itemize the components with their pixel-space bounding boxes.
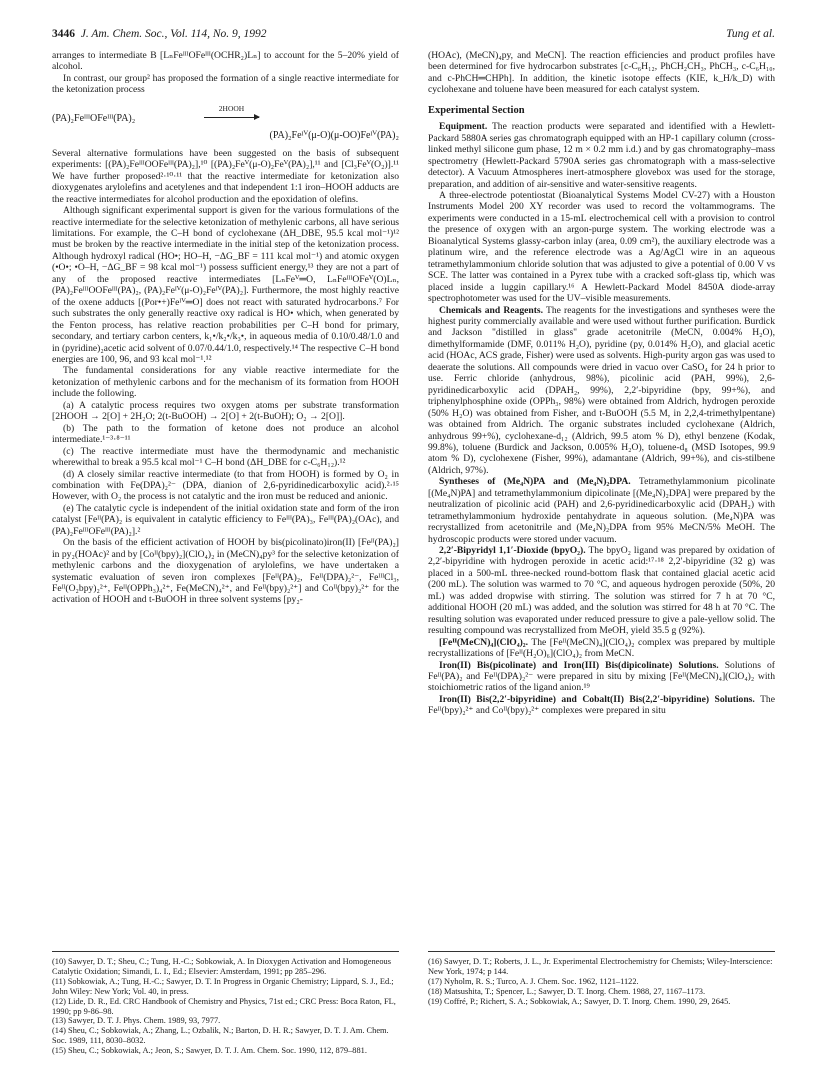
paragraph-text: The Feᴵᴵ(bpy)₂²⁺ and Coᴵᴵ(bpy)₂²⁺ complexes were prepared in situ bbox=[428, 693, 775, 717]
footnotes-left bbox=[52, 957, 399, 1056]
right-column bbox=[428, 50, 775, 717]
run-in-heading: Equipment. bbox=[439, 121, 488, 133]
paragraph bbox=[428, 476, 775, 545]
paragraph bbox=[428, 694, 775, 717]
footnote: (18) Matsushita, T.; Spencer, L.; Sawyer, D. T. Inorg. Chem. 1988, 27, 1167–1173. bbox=[428, 986, 706, 996]
paragraph: (d) A closely similar reactive intermediate (to that from HOOH) is formed by O₂ in combination with Fe(DPA)₂²⁻ (DPA, dianion of 2,6-pyridinedicarboxylic acid).²·¹⁵ However, with O₂ the process is not catalytic and the iron must be reduced and anionic. bbox=[52, 468, 399, 503]
footnote: (10) Sawyer, D. T.; Sheu, C.; Tung, H.-C.; Sobkowiak, A. In Dioxygen Activation and Homogeneous Catalytic Oxidation; Simandi, L. I., Ed.; Elsevier: Amsterdam, 1991; pp 285–296. bbox=[52, 957, 391, 976]
footnote: (14) Sheu, C.; Sobkowiak, A.; Zhang, L.; Ozbalik, N.; Barton, D. H. R.; Sawyer, D. T. J. Am. Chem. Soc. 1989, 111, 8030–8032. bbox=[52, 1026, 389, 1046]
paragraph: Although significant experimental support is given for the various formulations of the reactive intermediate for the selective ketonization of methylenic carbons, all have serious limitations. For example, the C–H bond of cyclohexane (ΔH_DBE, 95.5 kcal mol⁻¹)¹² must be broken by the reactive intermediate in the initial step of the ketonization process. Although hydroxyl radical (HO•; HO–H, −ΔG_BF = 111 kcal mol⁻¹) and atomic oxygen (•O•; •O–H, −ΔG_BF = 98 kcal mol⁻¹) possess sufficient energy,¹³ they are not a part of any of the proposed reactive intermediates [LₙFeⱽ═O, LₙFeᴵᴵᴵOFeⱽ(O)Lₙ, (PA)₂FeᴵᴵᴵOOFeᴵᴵᴵ(PA)₂, (PA)₂Feᴵⱽ(μ-O)₂Feᴵⱽ(PA)₂]. Furthermore, the most highly reactive of the oxene adducts [(Por•+)Feᴵⱽ═O] does not react with saturated hydrocarbons.⁷ For such substrates the only generally reactive oxy radical is HO• which, when generated by the Fenton process, has relative reaction probabilities per C–H bond for primary, secondary, and tertiary carbon centers, k₁•/k₂•/k₃•, in aqueous media of 0.10/0.48/1.0 and in (pyridine)₂acetic acid solvent of 0.07/0.44/1.0, respectively.¹⁴ The respective C–H bond energies are 100, 96, and 93 kcal mol⁻¹.¹² bbox=[52, 205, 399, 365]
journal-name: J. Am. Chem. Soc., bbox=[80, 28, 168, 40]
run-in-heading: Syntheses of (Me₄N)PA and (Me₄N)₂DPA. bbox=[439, 476, 631, 488]
paragraph-text: Solutions of Feᴵᴵ(PA)₂ and Feᴵᴵ(DPA)₂²⁻ were prepared in situ by mixing [Feᴵᴵ(MeCN)₄](ClO₄)₂ with stoichiometric ratios of the ligand anion.¹⁹ bbox=[428, 659, 776, 694]
run-in-heading: Chemicals and Reagents. bbox=[439, 304, 544, 316]
paragraph: (b) The path to the formation of ketone does not produce an alcohol intermediate.¹⁻³·⁸⁻¹¹ bbox=[52, 422, 399, 446]
paragraph-text: The bpyO₂ ligand was prepared by oxidation of 2,2′-bipyridine with hydrogen peroxide in acetic acid:¹⁷·¹⁸ 2,2′-bipyridine (32 g) was placed in a 500-mL three-necked round-bottom flask that contained glacial acetic acid (200 mL). The solution was warmed to 70 °C, and aqueous hydrogen peroxide (50%, 20 mL) was added dropwise with stirring. The solution was stirred for 7 h at 70 °C, additional HOOH (20 mL) was added, and the solution was stirred for 48 h at 70 °C. The resulting solution was evaporated under reduced pressure to give a pale-yellow solid. The resulting compound was recrystallized from MeOH, yield 35.5 g (92%). bbox=[428, 545, 776, 637]
paragraph: (c) The reactive intermediate must have the thermodynamic and mechanistic wherewithal to break a 95.5 kcal mol⁻¹ C–H bond (ΔH_DBE for c-C₆H₁₂).¹² bbox=[52, 445, 399, 469]
reaction-equation bbox=[52, 102, 399, 142]
run-in-heading: Iron(II) Bis(picolinate) and Iron(III) Bis(dipicolinate) Solutions. bbox=[439, 659, 719, 671]
paragraph: In contrast, our group² has proposed the formation of a single reactive intermediate for the ketonization process bbox=[52, 72, 399, 96]
volume-issue: Vol. 114, No. 9, 1992 bbox=[170, 28, 267, 40]
paragraph: Several alternative formulations have been suggested on the basis of subsequent experiments: [(PA)₂FeᴵᴵᴵOOFeᴵᴵᴵ(PA)₂],¹⁰ [(PA)₂Feⱽ(μ-O)₂Feⱽ(PA)₂],¹¹ and [Cl₃Feⱽ(O₂)].¹¹ We have further proposed²·¹⁰·¹¹ that the reactive intermediate for ketonization also dioxygenates arylolefins and acetylenes and that independent 1:1 iron–HOOH adducts are the reactive intermediates for alcohol production and the epoxidation of olefins. bbox=[52, 147, 399, 205]
paragraph: (e) The catalytic cycle is independent of the initial oxidation state and form of the iron catalyst [Feᴵᴵ(PA)₂ is equivalent in catalytic efficiency to Feᴵᴵᴵ(PA)₃, Feᴵᴵᴵ(PA)₂(OAc), and (PA)₂FeᴵᴵᴵOFeᴵᴵᴵ(PA)₂].² bbox=[52, 502, 399, 537]
equation-reactant: (PA)₂FeᴵᴵᴵOFeᴵᴵᴵ(PA)₂ bbox=[52, 112, 136, 124]
paragraph bbox=[428, 545, 775, 637]
page-number: 3446 bbox=[52, 28, 75, 40]
arrow-line bbox=[204, 117, 259, 118]
footnote: (16) Sawyer, D. T.; Roberts, J. L., Jr. Experimental Electrochemistry for Chemists; Wiley-Interscience: New York, 1974; p 144. bbox=[428, 957, 773, 976]
footnote: (19) Coffré, P.; Richert, S. A.; Sobkowiak, A.; Sawyer, D. T. Inorg. Chem. 1990, 29, 2645. bbox=[428, 996, 731, 1006]
footnotes-right bbox=[428, 957, 775, 1007]
paragraph bbox=[428, 305, 775, 477]
paragraph: (HOAc), (MeCN)₄py, and MeCN]. The reaction efficiencies and product profiles have been determined for five hydrocarbon substrates [c-C₆H₁₂, PhCH₂CH₃, PhCH₃, c-C₆H₁₀, and c-PhCH═CHPh]. In addition, the kinetic isotope effects (KIE, k_H/k_D) with cyclohexane and toluene have been measured for each catalyst system. bbox=[428, 50, 775, 96]
paragraph: (a) A catalytic process requires two oxygen atoms per substrate transformation [2HOOH → 2[O] + 2H₂O; 2(t-BuOOH) → 2[O] + 2(t-BuOH); O₂ → 2[O]]. bbox=[52, 399, 399, 423]
left-column bbox=[52, 50, 399, 606]
footnote: (12) Lide, D. R., Ed. CRC Handbook of Chemistry and Physics, 71st ed.; CRC Press: Boca Raton, FL, 1990; pp 9-86–98. bbox=[52, 996, 396, 1016]
run-in-heading: Iron(II) Bis(2,2′-bipyridine) and Cobalt(II) Bis(2,2′-bipyridine) Solutions. bbox=[439, 693, 755, 705]
paragraph bbox=[428, 121, 775, 190]
header-left bbox=[52, 28, 267, 40]
paragraph: On the basis of the efficient activation of HOOH by bis(picolinato)iron(II) [Feᴵᴵ(PA)₂] in py₂(HOAc)² and by [Coᴵᴵ(bpy)₂](ClO₄)₂ in (MeCN)₄py³ for the selective ketonization of methylenic carbons and the dioxygenation of arylolefins, we have undertaken a systematic evaluation of seven iron complexes [Feᴵᴵ(PA)₂, Feᴵᴵ(DPA)₂²⁻, FeᴵᴵᴵCl₃, Feᴵᴵ(O₂bpy)₂²⁺, Feᴵᴵ(OPPh₃)₄²⁺, Fe(MeCN)₄²⁺, and Feᴵᴵ(bpy)₂²⁺] and Coᴵᴵ(bpy)₂²⁺ for the activation of HOOH and t-BuOOH in three solvent systems [py₂- bbox=[52, 537, 399, 606]
paragraph bbox=[428, 637, 775, 660]
paragraph-text: The reagents for the investigations and syntheses were the highest purity commercially available and were used without further purification. Burdick and Jackson "distilled in glass" grade acetonitrile (MeCN, 0.004% H₂O), dimethylformamide (DMF, 0.011% H₂O), pyridine (py, 0.014% H₂O), and glacial acetic acid (HOAc, ACS grade, Fisher) were used as solvents. High-purity argon gas was used to deaerate the solutions. All compounds were dried in vacuo over CaSO₄ for 24 h prior to use. Ferric chloride (anhydrous, 98%), picolinic acid (PAH, 99%), 2,6-pyridinedicarboxylic acid (DPAH₂, 99%), 2,2′-bipyridine (bpy, 99+%), and triphenylphosphine oxide (OPPh₃, 98%) were obtained from Aldrich, hydrogen peroxide (50% H₂O) was obtained from Fisher, and t-BuOOH (5.5 M, in 2,2,4-trimethylpentane) was obtained from Aldrich. The organic substrates included cyclohexane (Aldrich, anhydrous 99+%), cyclohexane-d₁₂ (Aldrich, 99.5 atom % D), ethyl benzene (Kodak, 99.8%), toluene (Burdick and Jackson, 0.005% H₂O), toluene-d₈ (MSD Isotopes, 99.9 atom % D), cyclohexene (Fisher, 99%), adamantane (Aldrich, 99+%), and cis-stilbene (Aldrich, 97%). bbox=[428, 304, 775, 476]
paragraph-text: The reaction products were separated and identified with a Hewlett-Packard 5880A series gas chromatograph equipped with an HP-1 capillary column (cross-linked methyl silicone gum phase, 12 m × 0.2 mm i.d.) and by gas chromatography–mass spectrometry (Hewlett-Packard 5790A series gas chromatograph with a mass-selective detector). A Vacuum Atmospheres inert-atmosphere glovebox was used for the storage, preparation, and addition of air-sensitive and water-sensitive reagents. bbox=[428, 121, 775, 190]
paragraph: arranges to intermediate B [LₙFeᴵᴵᴵOFeᴵᴵᴵ(OCHR₂)Lₙ] to account for the 5–20% yield of alcohol. bbox=[52, 50, 399, 73]
paragraph: A three-electrode potentiostat (Bioanalytical Systems Model CV-27) with a Houston Instruments Model 200 XY recorder was used to record the voltammograms. The experiments were conducted in a 15-mL electrochemical cell with a provision to control the presence of oxygen with an argon-purge system. The working electrode was a Bioanalytical Systems glassy-carbon inlay (area, 0.09 cm²), the auxiliary electrode was a platinum wire, and the reference electrode was a Ag/AgCl wire in an aqueous tetramethylammonium chloride solution that was adjusted to give a potential of 0.00 V vs SCE. The latter was contained in a Pyrex tube with a cracked soft-glass tip, which was placed inside a luggin capillary.¹⁶ A Hewlett-Packard Model 8450A diode-array spectrophotometer was used for the UV–visible measurements. bbox=[428, 189, 775, 305]
footnote: (15) Sheu, C.; Sobkowiak, A.; Jeon, S.; Sawyer, D. T. J. Am. Chem. Soc. 1990, 112, 879–881. bbox=[52, 1046, 367, 1056]
paragraph-text: Tetramethylammonium picolinate [(Me₄N)PA] and tetramethylammonium dipicolinate [(Me₄N)₂DPA] were prepared by the neutralization of picolinic acid (PAH) and 2,6-pyridinedicarboxylic acid (DPAH₂) with tetramethylammonium hydroxide pentahydrate in aqueous solution. (Me₄N)PA was recrystallized from acetonitrile and (Me₄N)₂DPA from 95% MeCN/5% MeOH. The hydroscopic products were stored under vacuum. bbox=[428, 476, 775, 545]
equation-product: (PA)₂Feᴵⱽ(μ-O)(μ-OO)Feᴵⱽ(PA)₂ bbox=[269, 129, 399, 141]
run-in-heading: [Feᴵᴵ(MeCN)₄](ClO₄)₂. bbox=[439, 636, 529, 648]
footnote-rule bbox=[428, 951, 775, 952]
paragraph bbox=[428, 660, 775, 694]
running-header bbox=[52, 28, 775, 46]
footnote: (13) Sawyer, D. T. J. Phys. Chem. 1989, 93, 7977. bbox=[52, 1016, 221, 1026]
paragraph: The fundamental considerations for any viable reactive intermediate for the ketonization of methylenic carbons and for the mechanism of its formation from HOOH include the following. bbox=[52, 365, 399, 400]
footnote: (11) Sobkowiak, A.; Tung, H.-C.; Sawyer, D. T. In Progress in Organic Chemistry; Lippard, S. J., Ed.; John Wiley: New York; Vol. 40, in press. bbox=[52, 976, 394, 996]
arrow-reagent: 2HOOH bbox=[218, 103, 245, 113]
footnote: (17) Nyholm, R. S.; Turco, A. J. Chem. Soc. 1962, 1121–1122. bbox=[428, 976, 639, 986]
paragraph-text: The [Feᴵᴵ(MeCN)₄](ClO₄)₂ complex was prepared by multiple recrystallizations of [Feᴵᴵ(H₂O)₆](ClO₄)₂ from MeCN. bbox=[428, 636, 775, 660]
footnote-rule bbox=[52, 951, 399, 952]
run-in-heading: 2,2′-Bipyridyl 1,1′-Dioxide (bpyO₂). bbox=[439, 545, 586, 557]
reaction-arrow bbox=[204, 102, 259, 118]
section-heading: Experimental Section bbox=[428, 104, 525, 116]
header-authors: Tung et al. bbox=[726, 28, 775, 40]
